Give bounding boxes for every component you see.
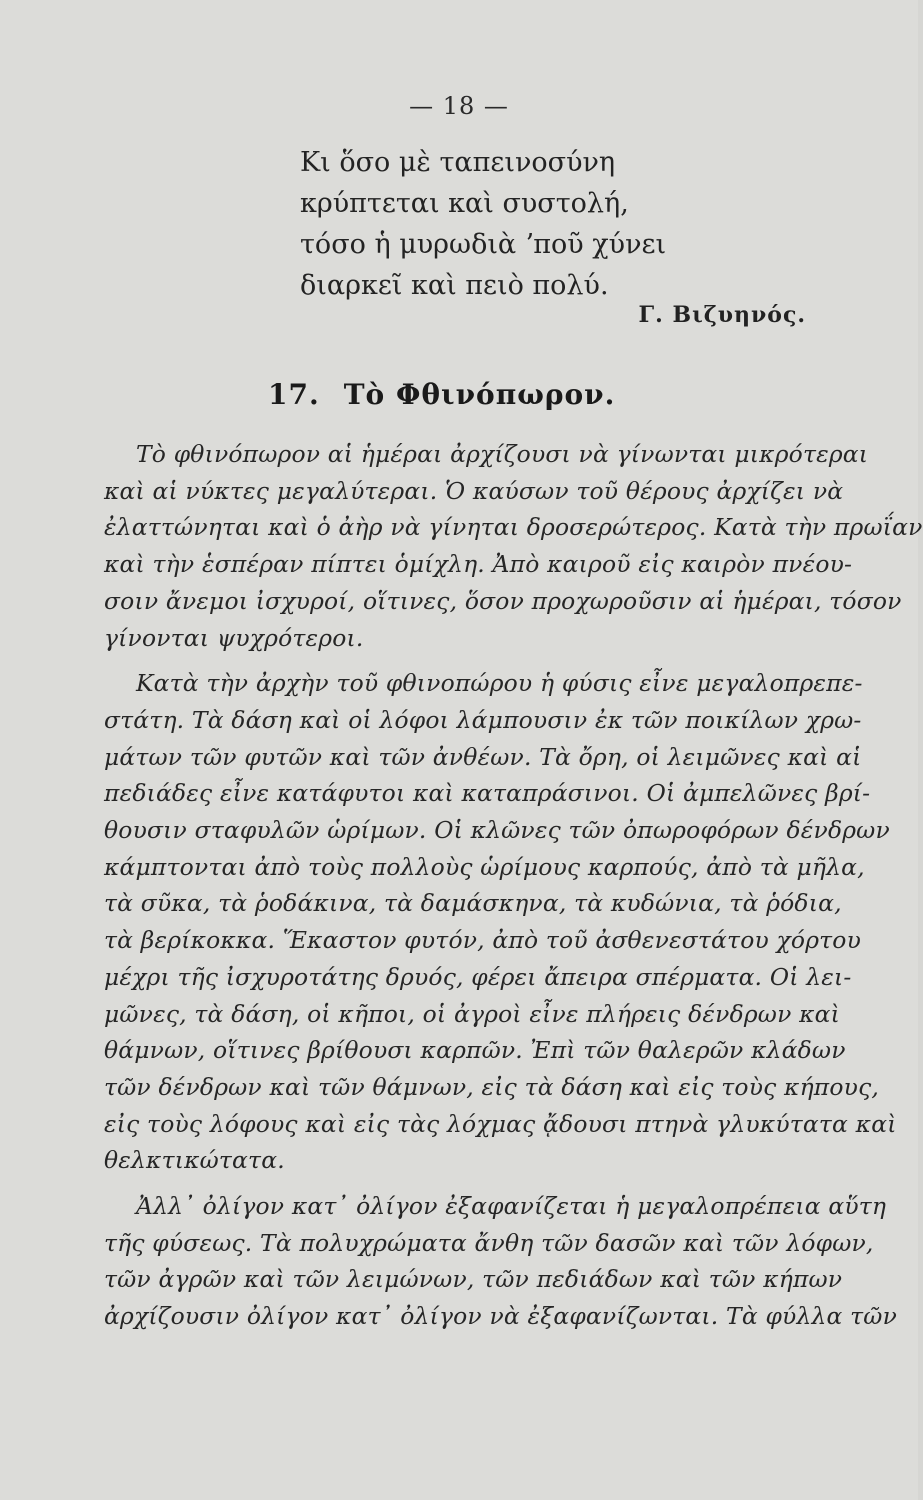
body-line: ἐλαττώνηται καὶ ὁ ἀὴρ νὰ γίνηται δροσερώτερος. Κατὰ τὴν πρωΐαν bbox=[104, 513, 923, 542]
body-line: μέχρι τῆς ἰσχυροτάτης δρυός, φέρει ἄπειρα σπέρματα. Οἱ λει- bbox=[104, 962, 852, 991]
body-line: θουσιν σταφυλῶν ὡρίμων. Οἱ κλῶνες τῶν ὀπωροφόρων δένδρων bbox=[104, 816, 890, 845]
body-line: τῶν ἀγρῶν καὶ τῶν λειμώνων, τῶν πεδιάδων καὶ τῶν κήπων bbox=[104, 1265, 843, 1294]
body-line: ἀρχίζουσιν ὀλίγον κατ᾿ ὀλίγον νὰ ἐξαφανίζωνται. Τὰ φύλλα τῶν bbox=[104, 1302, 897, 1331]
body-line: μῶνες, τὰ δάση, οἱ κῆποι, οἱ ἀγροὶ εἶνε πλήρεις δένδρων καὶ bbox=[104, 999, 841, 1028]
body-line: μάτων τῶν φυτῶν καὶ τῶν ἀνθέων. Τὰ ὄρη, οἱ λειμῶνες καὶ αἱ bbox=[104, 742, 862, 771]
poem-line: κρύπτεται καὶ συστολή, bbox=[300, 188, 629, 219]
body-line: σοιν ἄνεμοι ἰσχυροί, οἵτινες, ὅσον προχωροῦσιν αἱ ἡμέραι, τόσον bbox=[104, 586, 902, 615]
paragraph-gap bbox=[104, 656, 820, 665]
body-line: καὶ τὴν ἑσπέραν πίπτει ὁμίχλη. Ἀπὸ καιροῦ εἰς καιρὸν πνέου- bbox=[104, 550, 853, 579]
page-number: — 18 — bbox=[409, 92, 509, 120]
body-line: θελκτικώτατα. bbox=[104, 1146, 285, 1175]
body-line: Κατὰ τὴν ἀρχὴν τοῦ φθινοπώρου ἡ φύσις εἶνε μεγαλοπρεπε- bbox=[136, 669, 863, 698]
body-line: εἰς τοὺς λόφους καὶ εἰς τὰς λόχμας ᾄδουσι πτηνὰ γλυκύτατα καὶ bbox=[104, 1109, 897, 1138]
section-body bbox=[104, 436, 923, 1335]
body-line: τὰ σῦκα, τὰ ῥοδάκινα, τὰ δαμάσκηνα, τὰ κυδώνια, τὰ ῥόδια, bbox=[104, 889, 842, 918]
paragraph-gap bbox=[104, 1179, 820, 1188]
body-line: τὰ βερίκοκκα. Ἕκαστον φυτόν, ἀπὸ τοῦ ἀσθενεστάτου χόρτου bbox=[104, 926, 861, 955]
body-line: τῶν δένδρων καὶ τῶν θάμνων, εἰς τὰ δάση καὶ εἰς τοὺς κήπους, bbox=[104, 1072, 880, 1101]
poem-line: Κι ὅσο μὲ ταπεινοσύνη bbox=[300, 147, 616, 178]
body-line: Τὸ φθινόπωρον αἱ ἡμέραι ἀρχίζουσι νὰ γίνωνται μικρότεραι bbox=[136, 440, 869, 468]
body-line: Ἀλλ᾿ ὀλίγον κατ᾿ ὀλίγον ἐξαφανίζεται ἡ μεγαλοπρέπεια αὕτη bbox=[136, 1192, 887, 1221]
body-line: τῆς φύσεως. Τὰ πολυχρώματα ἄνθη τῶν δασῶν καὶ τῶν λόφων, bbox=[104, 1228, 874, 1257]
body-line: γίνονται ψυχρότεροι. bbox=[104, 623, 364, 652]
body-line: πεδιάδες εἶνε κατάφυτοι καὶ καταπράσινοι. Οἱ ἀμπελῶνες βρί- bbox=[104, 779, 871, 808]
section-number: 17. bbox=[268, 378, 320, 411]
poem-author: Γ. Βιζυηνός. bbox=[638, 302, 806, 328]
body-line: κάμπτονται ἀπὸ τοὺς πολλοὺς ὡρίμους καρπούς, ἀπὸ τὰ μῆλα, bbox=[104, 852, 865, 881]
section-title: Τὸ Φθινόπωρον. bbox=[343, 378, 616, 411]
poem-stanza bbox=[300, 142, 740, 306]
section-heading bbox=[268, 378, 615, 411]
poem-line: τόσο ἡ μυρωδιὰ ʼποῦ χύνει bbox=[300, 229, 667, 260]
body-line: θάμνων, οἵτινες βρίθουσι καρπῶν. Ἐπὶ τῶν θαλερῶν κλάδων bbox=[104, 1036, 846, 1065]
body-line: στάτη. Τὰ δάση καὶ οἱ λόφοι λάμπουσιν ἐκ τῶν ποικίλων χρω- bbox=[104, 705, 862, 734]
body-line: καὶ αἱ νύκτες μεγαλύτεραι. Ὁ καύσων τοῦ θέρους ἀρχίζει νὰ bbox=[104, 476, 844, 505]
poem-line: διαρκεῖ καὶ πειὸ πολύ. bbox=[300, 270, 609, 301]
